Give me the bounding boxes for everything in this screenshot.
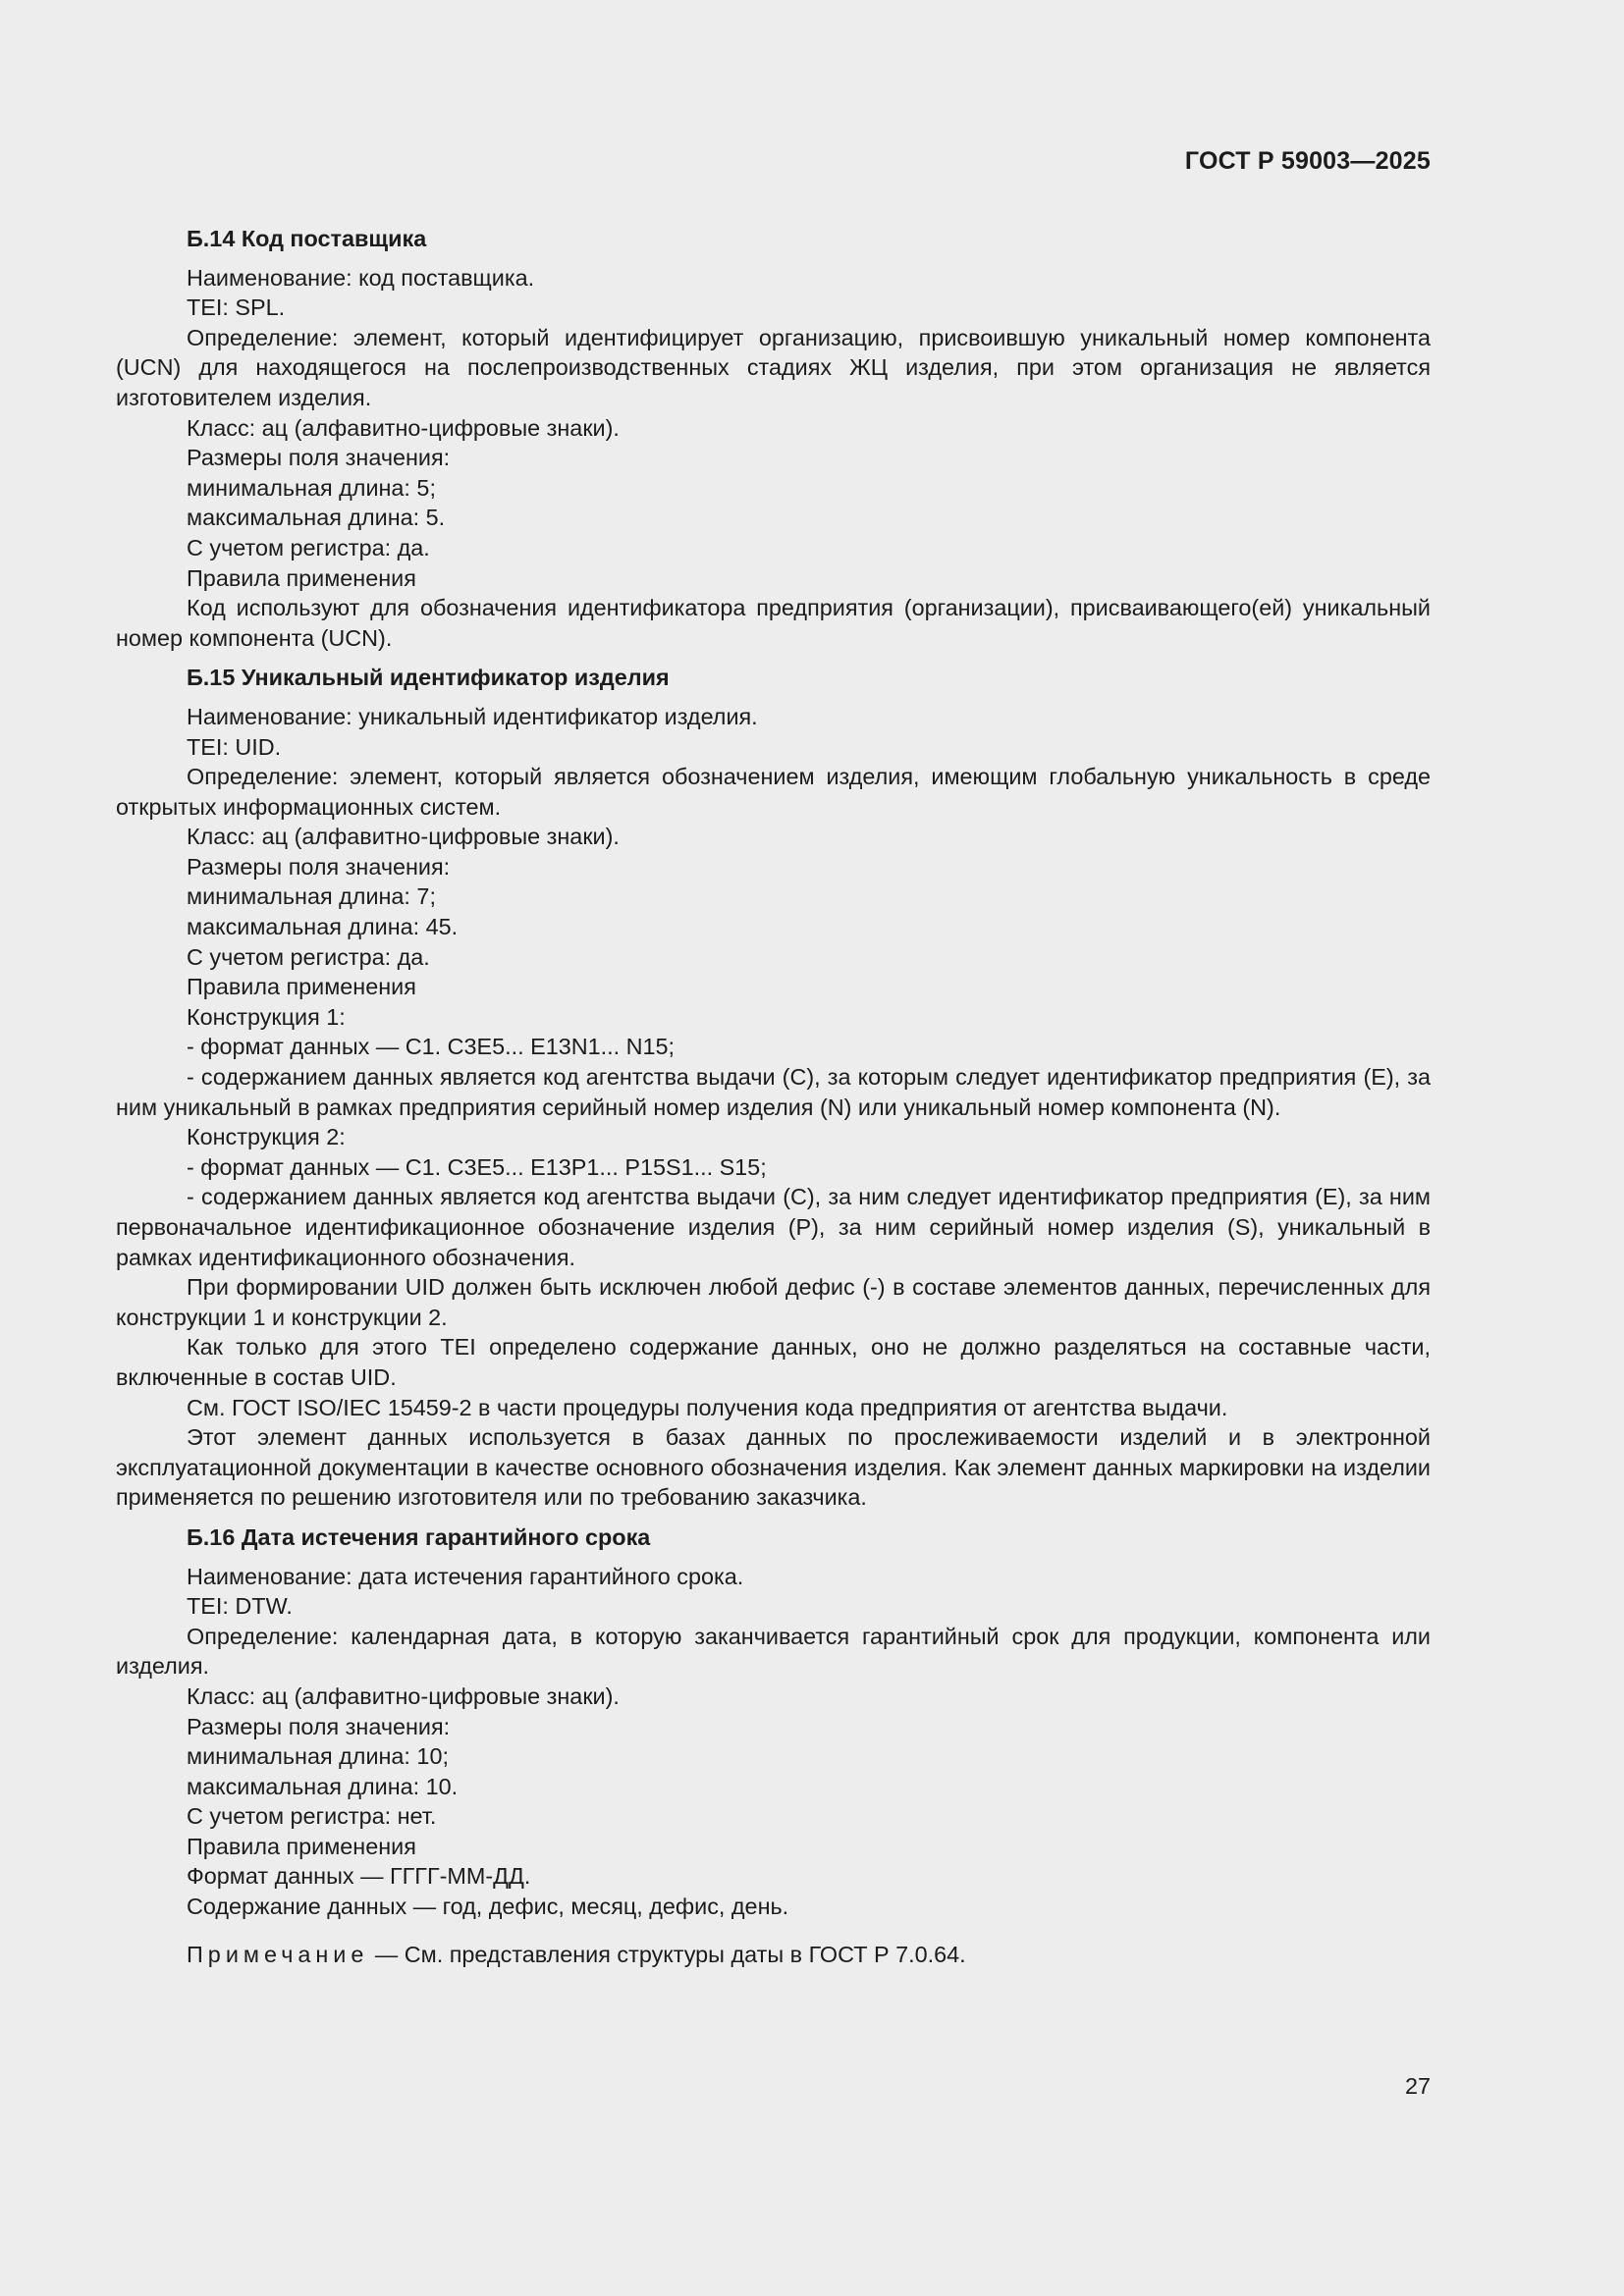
paragraph: максимальная длина: 10. [187,1773,459,1799]
paragraph: Определение: элемент, который является обозначением изделия, имеющим глобальную уникальность в среде открытых информационных систем. [116,764,1431,820]
list-item: - формат данных — C1. C3E5... E13N1... N15; [187,1034,676,1060]
paragraph: TEI: DTW. [187,1593,293,1620]
section-heading-b14: Б.14 Код поставщика [187,226,427,251]
paragraph: См. ГОСТ ISO/IEC 15459-2 в части процедуры получения кода предприятия от агентства выдачи. [187,1394,1228,1420]
paragraph: Наименование: уникальный идентификатор изделия. [187,703,758,729]
paragraph: Конструкция 1: [187,1003,346,1030]
paragraph: Класс: ац (алфавитно-цифровые знаки). [187,414,620,441]
paragraph: минимальная длина: 10; [187,1743,449,1770]
paragraph: Содержание данных — год, дефис, месяц, дефис, день. [187,1894,789,1920]
paragraph: Этот элемент данных используется в базах данных по прослеживаемости изделий и в электронной эксплуатационной документации в качестве основного обозначения изделия. Как элемент данных маркировки на изделии применяется по решению изготовителя или по требованию заказчика. [116,1424,1431,1511]
section-heading-b16: Б.16 Дата истечения гарантийного срока [187,1523,651,1550]
paragraph: максимальная длина: 5. [187,505,446,531]
paragraph: Размеры поля значения: [187,853,451,880]
paragraph: Конструкция 2: [187,1124,346,1150]
paragraph: Определение: календарная дата, в которую заканчивается гарантийный срок для продукции, компонента или изделия. [116,1623,1431,1680]
paragraph: Правила применения [187,974,416,1000]
paragraph: максимальная длина: 45. [187,914,459,940]
paragraph: Класс: ац (алфавитно-цифровые знаки). [187,824,620,850]
note-text: — См. представления структуры даты в ГОСТ Р 7.0.64. [368,1941,966,1967]
paragraph: минимальная длина: 5; [187,474,436,501]
paragraph: С учетом регистра: нет. [187,1803,437,1830]
paragraph: С учетом регистра: да. [187,943,430,970]
page-number: 27 [1404,2073,1431,2099]
paragraph: минимальная длина: 7; [187,883,436,910]
paragraph: Определение: элемент, который идентифицирует организацию, присвоившую уникальный номер компонента (UCN) для находящегося на послепроизводственных стадиях ЖЦ изделия, при этом организация не является изготовителем изделия. [116,324,1431,410]
document-body [116,224,1431,1969]
paragraph: Размеры поля значения: [187,1713,451,1739]
document-header: ГОСТ Р 59003—2025 [1184,147,1431,175]
paragraph: Размеры поля значения: [187,445,451,471]
list-item: - формат данных — C1. C3E5... E13P1... P15S1... S15; [187,1153,767,1180]
paragraph: Правила применения [187,1833,416,1859]
list-item: - содержанием данных является код агентства выдачи (С), за которым следует идентификатор предприятия (Е), за ним уникальный в рамках предприятия серийный номер изделия (N) или уникальный номер компонента (N). [116,1064,1431,1120]
paragraph: Наименование: дата истечения гарантийного срока. [187,1563,744,1589]
paragraph: TEI: UID. [187,733,282,760]
list-item: - содержанием данных является код агентства выдачи (С), за ним следует идентификатор предприятия (Е), за ним первоначальное идентификационное обозначение изделия (Р), за ним серийный номер изделия (S), уникальный в рамках идентификационного обозначения. [116,1184,1431,1270]
paragraph: Код используют для обозначения идентификатора предприятия (организации), присваивающего(ей) уникальный номер компонента (UCN). [116,595,1431,651]
paragraph: Наименование: код поставщика. [187,264,535,291]
paragraph: TEI: SPL. [187,294,286,321]
paragraph: Правила применения [187,564,416,591]
paragraph: При формировании UID должен быть исключен любой дефис (-) в составе элементов данных, перечисленных для конструкции 1 и конструкции 2. [116,1274,1431,1330]
paragraph: Как только для этого TEI определено содержание данных, оно не должно разделяться на составные части, включенные в состав UID. [116,1334,1431,1390]
note-label: Примечание [187,1941,369,1967]
paragraph: Класс: ац (алфавитно-цифровые знаки). [187,1682,620,1709]
section-heading-b15: Б.15 Уникальный идентификатор изделия [187,665,670,691]
note [116,1940,1431,1970]
paragraph: С учетом регистра: да. [187,534,430,561]
paragraph: Формат данных — ГГГГ-ММ-ДД. [187,1863,531,1890]
